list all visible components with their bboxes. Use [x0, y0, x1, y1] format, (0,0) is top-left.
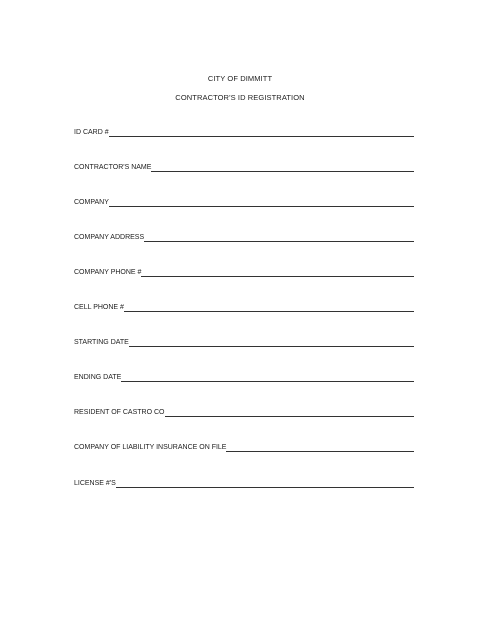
- license-numbers-blank[interactable]: [116, 487, 414, 488]
- field-license-numbers: [74, 477, 414, 489]
- ending-date-blank[interactable]: [121, 381, 414, 382]
- field-label: LICENSE #'S: [74, 480, 116, 487]
- field-resident-castro-co: [74, 406, 414, 418]
- field-label: COMPANY OF LIABILITY INSURANCE ON FILE: [74, 444, 227, 451]
- contractor-name-blank[interactable]: [151, 171, 414, 172]
- form-title: CONTRACTOR'S ID REGISTRATION: [175, 93, 305, 102]
- field-cell-phone: [74, 301, 414, 313]
- resident-castro-co-blank[interactable]: [165, 416, 415, 417]
- field-label: STARTING DATE: [74, 339, 129, 346]
- company-phone-blank[interactable]: [141, 276, 414, 277]
- field-company: [74, 196, 414, 208]
- field-label: CONTRACTOR'S NAME: [74, 164, 152, 171]
- field-label: RESIDENT OF CASTRO CO: [74, 409, 165, 416]
- liability-insurance-blank[interactable]: [226, 451, 414, 452]
- field-liability-insurance: [74, 441, 414, 453]
- id-card-blank[interactable]: [109, 136, 414, 137]
- field-id-card: [74, 126, 414, 138]
- field-label: ID CARD #: [74, 129, 109, 136]
- city-heading: CITY OF DIMMITT: [207, 74, 273, 83]
- field-starting-date: [74, 336, 414, 348]
- field-ending-date: [74, 371, 414, 383]
- starting-date-blank[interactable]: [129, 346, 414, 347]
- field-contractor-name: [74, 161, 414, 173]
- field-label: COMPANY ADDRESS: [74, 234, 145, 241]
- field-company-phone: [74, 266, 414, 278]
- cell-phone-blank[interactable]: [124, 311, 414, 312]
- field-label: COMPANY PHONE #: [74, 269, 142, 276]
- field-company-address: [74, 231, 414, 243]
- field-label: COMPANY: [74, 199, 109, 206]
- field-label: ENDING DATE: [74, 374, 122, 381]
- company-address-blank[interactable]: [144, 241, 414, 242]
- field-label: CELL PHONE #: [74, 304, 124, 311]
- company-blank[interactable]: [109, 206, 414, 207]
